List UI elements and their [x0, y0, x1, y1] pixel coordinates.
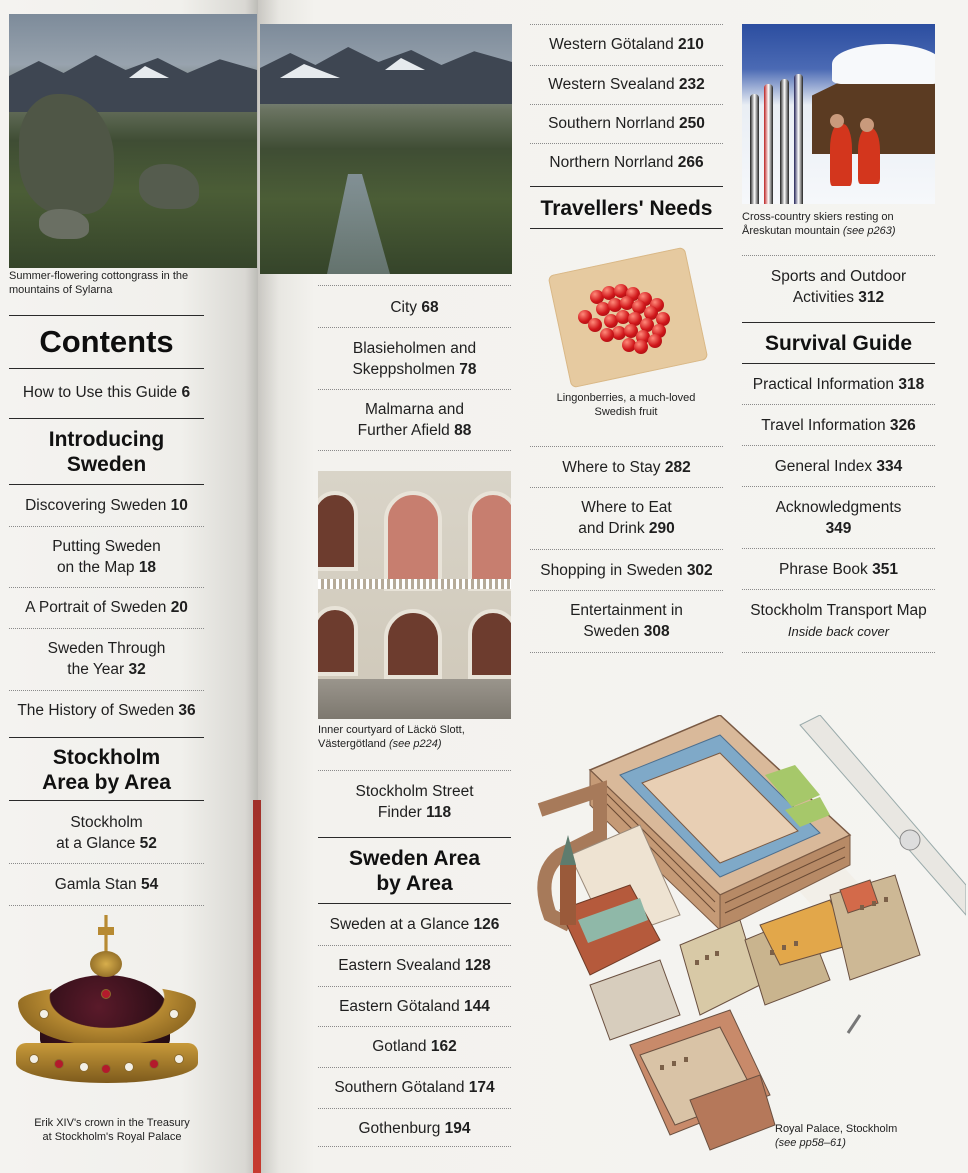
dotted-divider	[530, 446, 723, 447]
dotted-divider	[530, 143, 723, 144]
toc-entry-sports[interactable]: Sports and Outdoor Activities 312	[770, 268, 907, 306]
section-introducing-sweden: Introducing Sweden	[48, 428, 165, 476]
dotted-divider	[318, 1067, 511, 1068]
dotted-divider	[318, 1146, 511, 1147]
cottongrass-photo-left	[9, 14, 257, 268]
caption-crown: Erik XIV's crown in the Treasury at Stockholm's Royal Palace	[34, 1117, 190, 1143]
toc-entry-portrait[interactable]: A Portrait of Sweden 20	[25, 599, 188, 616]
toc-entry-entertainment[interactable]: Entertainment in Sweden 308	[570, 602, 683, 640]
toc-entry-eastern-gotaland[interactable]: Eastern Götaland 144	[339, 998, 490, 1015]
toc-entry-city[interactable]: City 68	[390, 299, 439, 316]
dotted-divider	[742, 589, 935, 590]
dotted-divider	[530, 487, 723, 488]
dotted-divider	[9, 690, 204, 691]
toc-entry-sweden-glance[interactable]: Sweden at a Glance 126	[329, 916, 500, 933]
dotted-divider	[530, 652, 723, 653]
dotted-divider	[9, 587, 204, 588]
toc-entry-western-gotaland[interactable]: Western Götaland 210	[549, 36, 704, 53]
toc-entry-street-finder[interactable]: Stockholm Street Finder 118	[355, 783, 474, 821]
section-travellers-needs: Travellers' Needs	[540, 197, 713, 220]
toc-entry-where-to-stay[interactable]: Where to Stay 282	[562, 459, 691, 476]
divider	[318, 837, 511, 838]
divider	[318, 903, 511, 904]
dotted-divider	[530, 104, 723, 105]
section-sweden-area: Sweden Area by Area	[348, 847, 481, 895]
contents-title: Contents	[39, 324, 174, 359]
toc-entry-travel-info[interactable]: Travel Information 326	[761, 417, 916, 434]
toc-entry-blasieholmen[interactable]: Blasieholmen and Skeppsholmen 78	[352, 340, 477, 378]
lingonberry	[600, 328, 614, 342]
divider	[9, 737, 204, 738]
skiers-photo	[742, 24, 935, 204]
divider	[9, 315, 204, 316]
cottongrass-photo-right	[260, 24, 512, 274]
divider	[742, 322, 935, 323]
divider	[9, 800, 204, 801]
toc-entry-practical[interactable]: Practical Information 318	[752, 376, 925, 393]
toc-entry-transport-map[interactable]: Stockholm Transport Map Inside back cover	[750, 602, 927, 639]
dotted-divider	[9, 905, 204, 906]
dotted-divider	[9, 526, 204, 527]
dotted-divider	[318, 389, 511, 390]
dotted-divider	[742, 404, 935, 405]
toc-entry-phrase-book[interactable]: Phrase Book 351	[779, 561, 898, 578]
divider	[530, 228, 723, 229]
lingonberries-photo	[548, 240, 708, 390]
section-survival-guide: Survival Guide	[764, 332, 913, 355]
toc-entry-through-year[interactable]: Sweden Through the Year 32	[47, 640, 166, 678]
divider	[742, 363, 935, 364]
toc-entry-stockholm-glance[interactable]: Stockholm at a Glance 52	[56, 814, 157, 852]
dotted-divider	[742, 486, 935, 487]
divider	[9, 368, 204, 369]
dotted-divider	[742, 548, 935, 549]
toc-entry-acknowledgments[interactable]: Acknowledgments 349	[775, 499, 902, 537]
caption-lingonberries: Lingonberries, a much-loved Swedish fruit	[556, 392, 696, 418]
dotted-divider	[9, 863, 204, 864]
toc-entry-discovering[interactable]: Discovering Sweden 10	[25, 497, 188, 514]
toc-entry-western-svealand[interactable]: Western Svealand 232	[548, 76, 705, 93]
dotted-divider	[742, 255, 935, 256]
toc-entry-gamla-stan[interactable]: Gamla Stan 54	[54, 876, 159, 893]
dotted-divider	[318, 770, 511, 771]
dotted-divider	[318, 285, 511, 286]
dotted-divider	[742, 652, 935, 653]
dotted-divider	[530, 65, 723, 66]
toc-entry-southern-norrland[interactable]: Southern Norrland 250	[548, 115, 705, 132]
divider	[530, 186, 723, 187]
page-edge-red	[253, 800, 261, 1173]
toc-entry-gothenburg[interactable]: Gothenburg 194	[358, 1120, 471, 1137]
toc-entry-shopping[interactable]: Shopping in Sweden 302	[540, 562, 713, 579]
lacko-courtyard-photo	[318, 471, 511, 719]
toc-entry-general-index[interactable]: General Index 334	[774, 458, 903, 475]
dotted-divider	[318, 450, 511, 451]
toc-entry-history[interactable]: The History of Sweden 36	[17, 702, 196, 719]
erik-xiv-crown-image	[10, 915, 202, 1110]
dotted-divider	[9, 628, 204, 629]
toc-entry-gotland[interactable]: Gotland 162	[372, 1038, 457, 1055]
divider	[9, 418, 204, 419]
divider	[9, 484, 204, 485]
toc-entry-northern-norrland[interactable]: Northern Norrland 266	[549, 154, 704, 171]
toc-entry-malmarna[interactable]: Malmarna and Further Afield 88	[357, 401, 472, 439]
royal-palace-illustration	[530, 715, 966, 1165]
caption-skiers: Cross-country skiers resting on Åreskutan mountain (see p263)	[742, 211, 896, 237]
toc-entry-eastern-svealand[interactable]: Eastern Svealand 128	[338, 957, 491, 974]
dotted-divider	[318, 1108, 511, 1109]
lingonberry	[634, 340, 648, 354]
toc-entry-southern-gotaland[interactable]: Southern Götaland 174	[334, 1079, 495, 1096]
dotted-divider	[530, 24, 723, 25]
dotted-divider	[742, 445, 935, 446]
dotted-divider	[318, 986, 511, 987]
dotted-divider	[318, 327, 511, 328]
caption-royal-palace: Royal Palace, Stockholm (see pp58–61)	[775, 1123, 898, 1149]
dotted-divider	[318, 1026, 511, 1027]
toc-entry-how-to-use[interactable]: How to Use this Guide 6	[22, 384, 191, 401]
caption-courtyard: Inner courtyard of Läckö Slott, Västergötland (see p224)	[318, 724, 465, 750]
caption-cottongrass: Summer-flowering cottongrass in the mountains of Sylarna	[9, 270, 189, 296]
lingonberry	[648, 334, 662, 348]
toc-entry-where-to-eat[interactable]: Where to Eat and Drink 290	[578, 499, 675, 537]
dotted-divider	[318, 945, 511, 946]
toc-entry-putting-sweden[interactable]: Putting Sweden on the Map 18	[52, 538, 161, 576]
dotted-divider	[530, 549, 723, 550]
lingonberry	[588, 318, 602, 332]
dotted-divider	[530, 590, 723, 591]
section-stockholm-area: Stockholm Area by Area	[42, 746, 171, 794]
